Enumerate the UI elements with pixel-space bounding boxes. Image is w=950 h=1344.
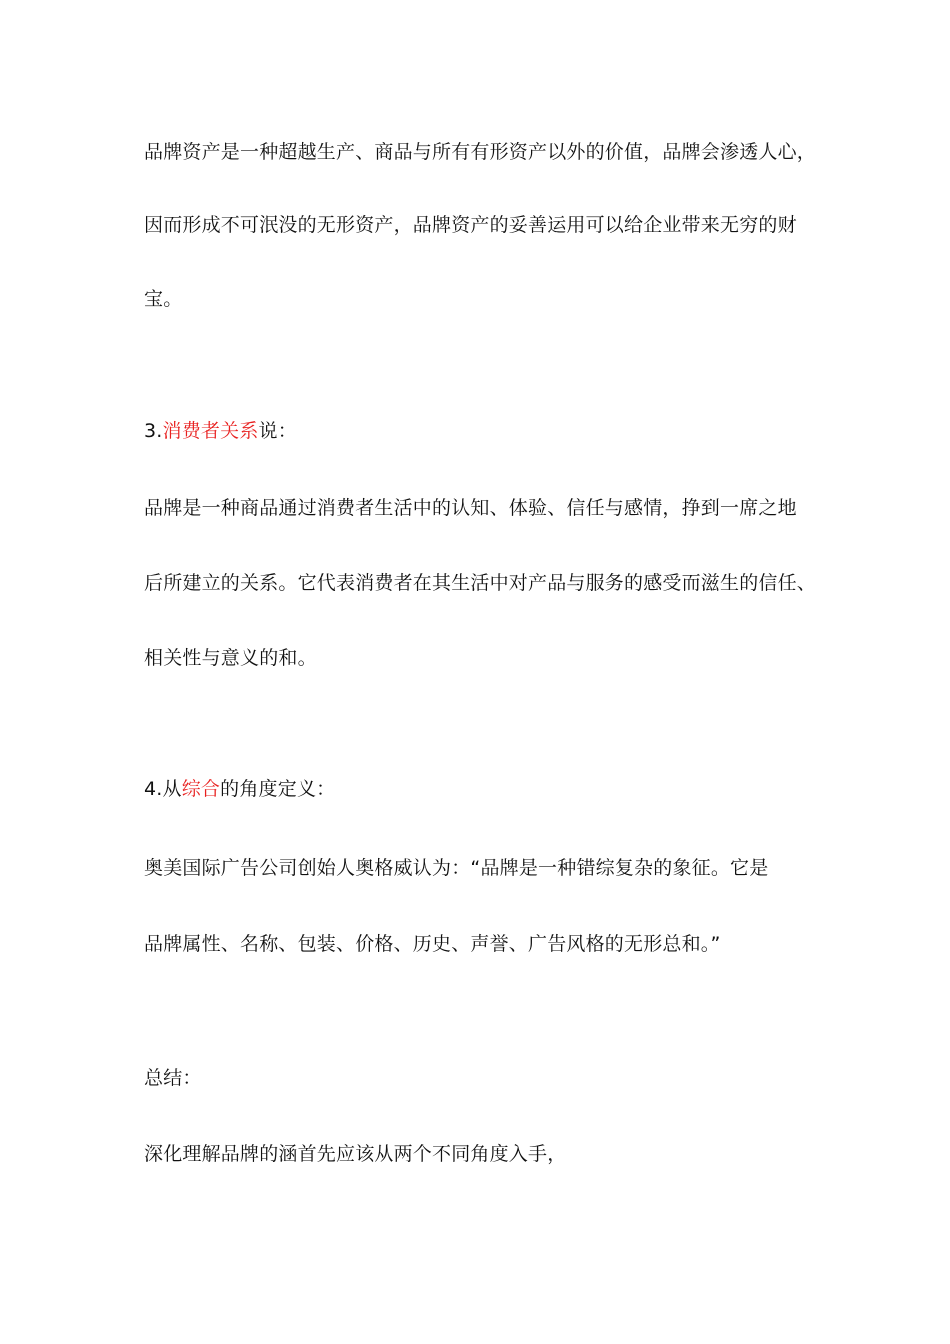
heading-4-highlight: 综合 <box>181 778 221 800</box>
summary-heading: 总结： <box>144 1067 202 1089</box>
heading-4-suffix: 的角度定义： <box>220 778 336 800</box>
paragraph-consumer-line-3: 相关性与意义的和。 <box>144 647 317 669</box>
paragraph-brand-equity-line-2: 因而形成不可泯没的无形资产，品牌资产的妥善运用可以给企业带来无穷的财 <box>144 214 797 236</box>
summary-line-1: 深化理解品牌的涵首先应该从两个不同角度入手， <box>144 1143 567 1165</box>
heading-3-prefix: 3. <box>144 420 163 442</box>
paragraph-ogilvy-line-1: 奥美国际广告公司创始人奥格威认为：“品牌是一种错综复杂的象征。它是 <box>144 857 769 879</box>
paragraph-consumer-line-2: 后所建立的关系。它代表消费者在其生活中对产品与服务的感受而滋生的信任、 <box>144 572 817 594</box>
heading-consumer-relationship <box>144 418 297 444</box>
heading-3-suffix: 说： <box>258 420 297 442</box>
paragraph-brand-equity-line-3: 宝。 <box>144 288 183 310</box>
paragraph-consumer-line-1: 品牌是一种商品通过消费者生活中的认知、体验、信任与感情，挣到一席之地 <box>144 497 797 519</box>
heading-4-prefix: 4.从 <box>144 778 182 800</box>
heading-3-highlight: 消费者关系 <box>162 420 259 442</box>
paragraph-brand-equity-line-1: 品牌资产是一种超越生产、商品与所有有形资产以外的价值，品牌会渗透人心， <box>144 141 817 163</box>
paragraph-ogilvy-line-2: 品牌属性、名称、包装、价格、历史、声誉、广告风格的无形总和。” <box>144 933 721 955</box>
heading-comprehensive-definition <box>144 776 335 802</box>
